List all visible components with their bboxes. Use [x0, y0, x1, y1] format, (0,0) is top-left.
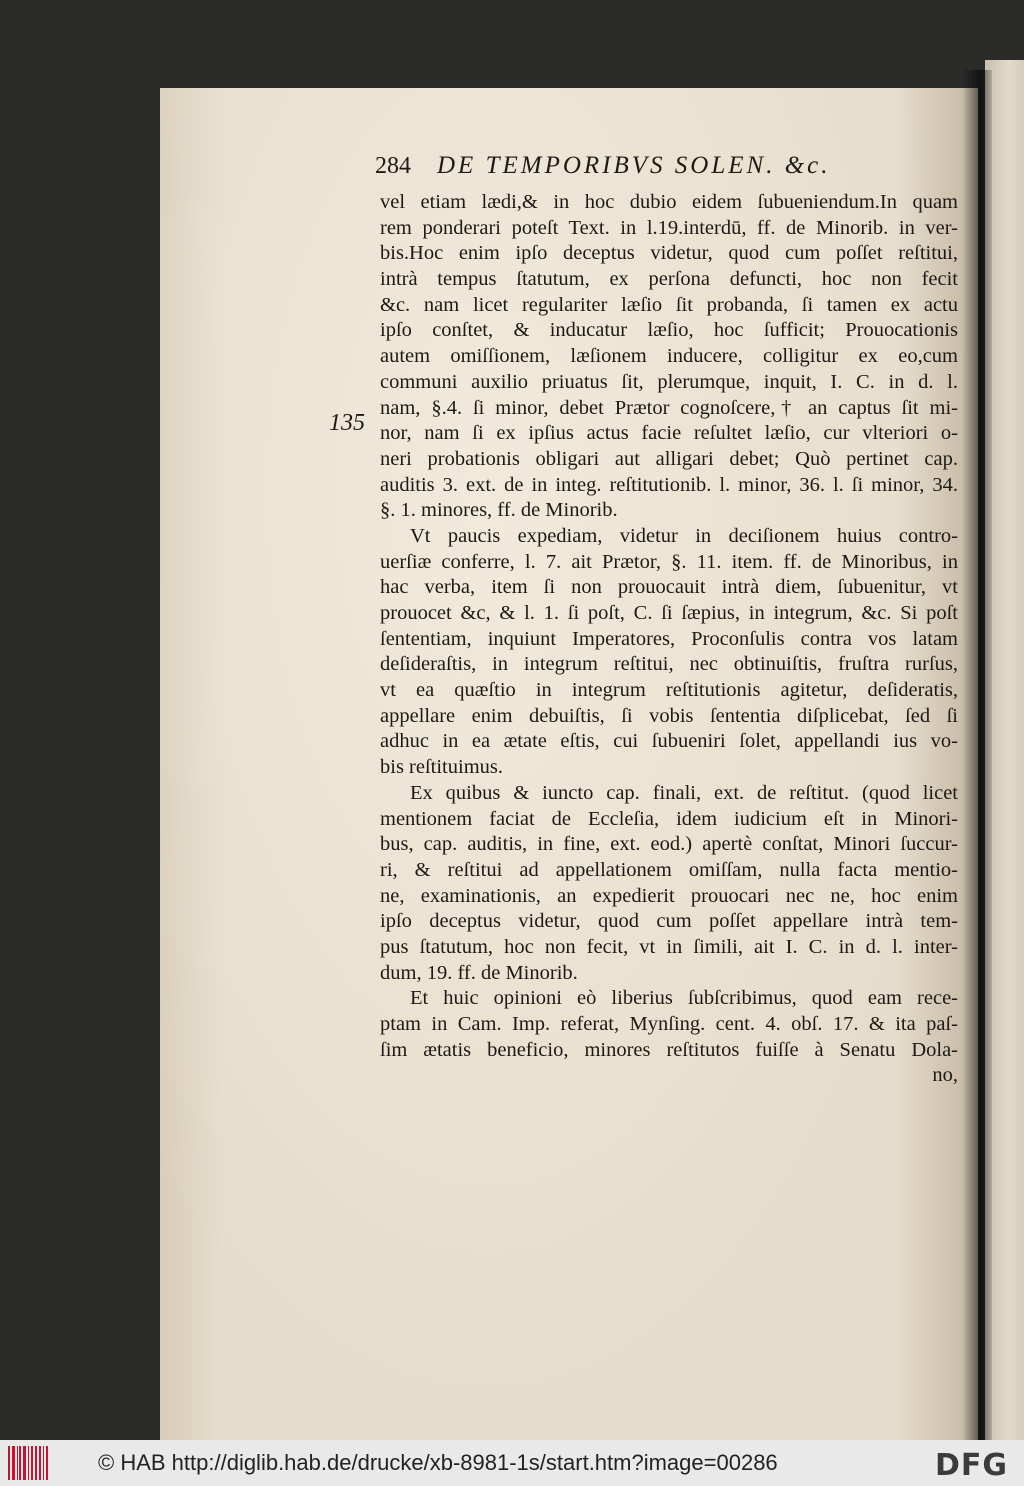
- text-line: Et huic opinioni eò liberius ſubſcribimus, quod eam rece-: [410, 987, 958, 1010]
- text-line: ſim ætatis beneficio, minores reſtitutos fuiſſe à Senatu Dola-: [380, 1038, 958, 1061]
- binding-shadow: [962, 70, 992, 1440]
- text-line: pus ſtatutum, hoc non fecit, vt in ſimili, ait I. C. in d. l. inter-: [380, 935, 958, 958]
- text-line: deſideraſtis, in integrum reſtitui, nec obtinuiſtis, fruſtra rurſus,: [380, 653, 958, 676]
- text-line: &c. nam licet regulariter læſio ſit probanda, ſi tamen ex actu: [380, 293, 958, 316]
- text-line: neri probationis obligari aut alligari debet; Quò pertinet cap.: [380, 447, 958, 470]
- text-line: appellare enim debuiſtis, ſi vobis ſententia diſplicebat, ſed ſi: [380, 704, 958, 727]
- text-line: communi auxilio priuatus ſit, plerumque, inquit, I. C. in d. l.: [380, 370, 958, 393]
- text-line: dum, 19. ff. de Minorib.: [380, 961, 578, 984]
- text-line: auditis 3. ext. de in integ. reſtitutionib. l. minor, 36. l. ſi minor, 34.: [380, 473, 958, 496]
- text-line: bis reſtituimus.: [380, 756, 503, 779]
- margin-number: 135: [329, 410, 365, 436]
- text-line: hac verba, item ſi non prouocauit intrà diem, ſubuenitur, vt: [380, 576, 958, 599]
- text-line: vel etiam lædi,& in hoc dubio eidem ſubueniendum.In quam: [380, 191, 958, 213]
- source-link[interactable]: © HAB http://diglib.hab.de/drucke/xb-8981-1s/start.htm?image=00286: [98, 1450, 778, 1475]
- text-line: ipſo deceptus videtur, quod cum poſſet appellare intrà tem-: [380, 910, 958, 933]
- page-number: 284: [375, 153, 411, 179]
- text-line: mentionem faciat de Eccleſia, idem iudicium eſt in Minori-: [380, 807, 958, 830]
- text-line: vt ea quæſtio in integrum reſtitutionis agitetur, deſideratis,: [380, 679, 958, 702]
- text-line: bus, cap. auditis, in fine, ext. eod.) apertè conſtat, Minori ſuccur-: [380, 833, 958, 856]
- text-line: §. 1. minores, ff. de Minorib.: [380, 499, 618, 522]
- text-line: bis.Hoc enim ipſo deceptus videtur, quod cum poſſet reſtitui,: [380, 242, 958, 265]
- text-line: nor, nam ſi ex ipſius actus facie reſultet læſio, cur vlteriori o-: [380, 422, 958, 445]
- running-title: DE TEMPORIBVS SOLEN. &c.: [437, 152, 831, 179]
- text-line: adhuc in ea ætate eſtis, cui ſubueniri ſolet, appellandi ius vo-: [380, 730, 958, 753]
- text-line: prouocet &c, & l. 1. ſi poſt, C. ſi ſæpius, in integrum, &c. Si poſt: [380, 602, 958, 624]
- text-line: ne, examinationis, an expedierit prouocari nec ne, hoc enim: [380, 884, 958, 907]
- text-line: ptam in Cam. Imp. referat, Mynſing. cent. 4. obſ. 17. & ita paſ-: [380, 1013, 958, 1035]
- barcode-icon: [8, 1446, 48, 1480]
- text-line: rem ponderari poteſt Text. in l.19.interdū, ff. de Minorib. in ver-: [380, 216, 958, 239]
- text-line: ipſo conſtet, & inducatur læſio, hoc ſufficit; Prouocationis: [380, 319, 958, 342]
- page-header: [375, 152, 955, 188]
- text-line: ri, & reſtitui ad appellationem omiſſam, nulla facta mentio-: [380, 858, 958, 881]
- text-line: autem omiſſionem, læſionem inducere, colligitur ex eo,cum: [380, 345, 958, 368]
- text-line: uerſiæ conferre, l. 7. ait Prætor, §. 11. item. ff. de Minoribus, in: [380, 550, 958, 573]
- footer-bar: [0, 1440, 1024, 1486]
- catchword: no,: [932, 1064, 958, 1087]
- text-line: Vt paucis expediam, videtur in deciſionem huius contro-: [410, 524, 958, 547]
- text-line: intrà tempus ſtatutum, ex perſona defuncti, hoc non fecit: [380, 268, 958, 291]
- text-line: ſententiam, inquiunt Imperatores, Proconſulis contra vos latam: [380, 627, 958, 650]
- text-line: nam, §.4. ſi minor, debet Prætor cognoſcere,† an captus ſit mi-: [380, 396, 958, 419]
- dfg-logo: DFG: [934, 1448, 1008, 1483]
- text-block: [380, 190, 958, 1089]
- text-line: Ex quibus & iuncto cap. finali, ext. de reſtitut. (quod licet: [410, 781, 958, 804]
